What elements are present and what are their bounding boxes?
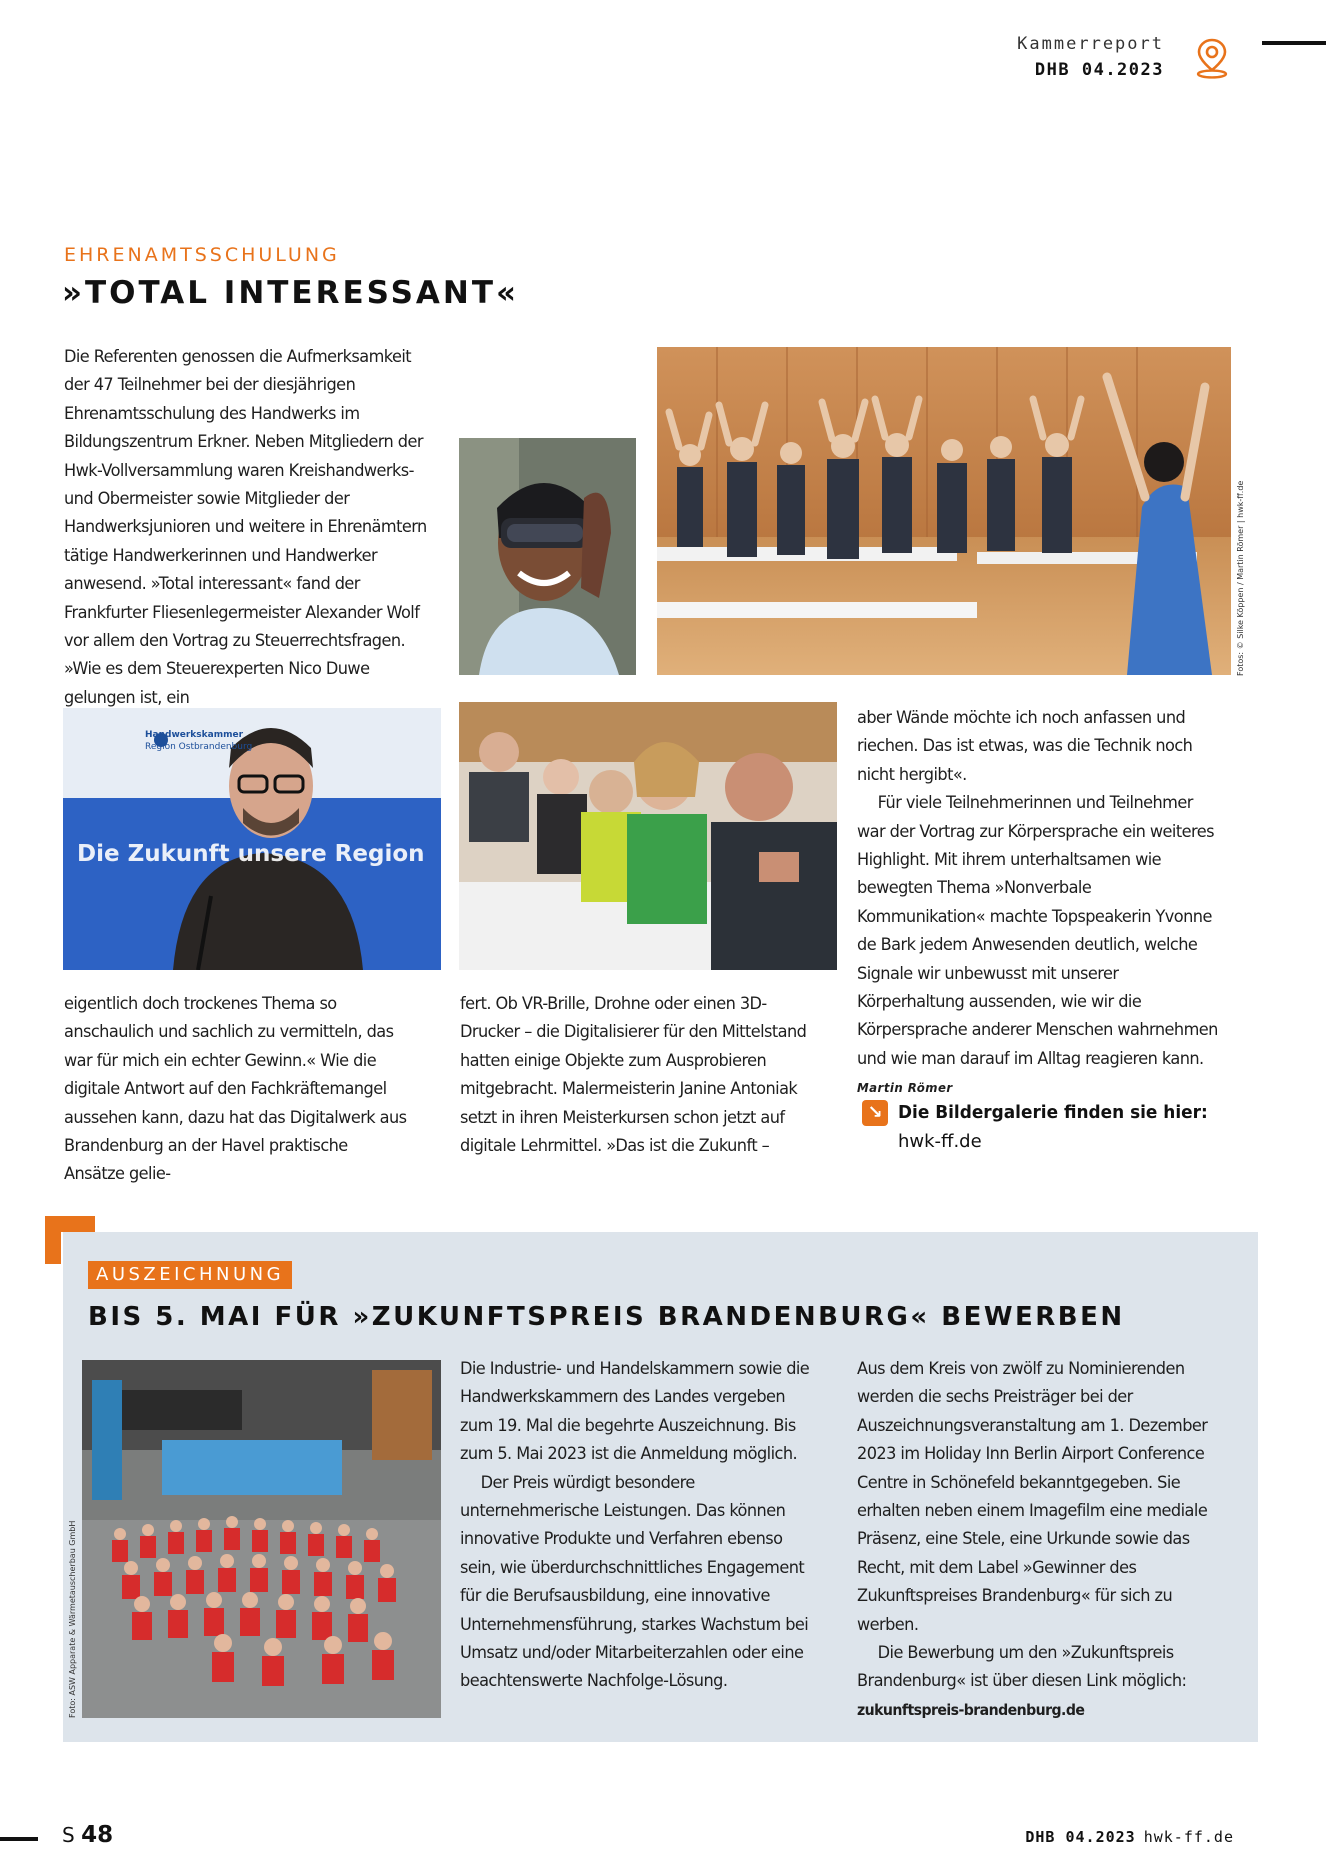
- paragraph: Die Referenten genossen die Aufmerksamkeit der 47 Teilnehmer bei der diesjährigen Ehrenamtsschulung des Handwerks im Bildungszentrum Erkner. Neben Mitgliedern der Hwk-Vollversammlung waren Kreishandwerks- und Obermeister sowie Mitglieder der Handwerksjunioren und weitere in Ehrenämtern tätige Handwerkerinnen und Handwerker anwesend. »Total interessant« fand der Frankfurter Fliesenlegermeister Alexander Wolf vor allem den Vortrag zu Steuerrechtsfragen. »Wie es dem Steuerexperten Nico Duwe gelungen ist, ein: [64, 347, 427, 708]
- header-rule: [1262, 41, 1326, 45]
- conference-room-photo: [657, 347, 1231, 675]
- article2-kicker: AUSZEICHNUNG: [88, 1261, 292, 1289]
- paragraph: fert. Ob VR-Brille, Drohne oder einen 3D-Drucker – die Digitalisierer für den Mittelstand hatten einige Objekte zum Ausprobieren mitgebracht. Malermeisterin Janine Antoniak setzt in ihren Meisterkursen schon jetzt auf digitale Lehrmittel. »Das ist die Zukunft –: [460, 994, 807, 1157]
- article2-col2: [460, 1355, 817, 1696]
- banner-region: Region Ostbrandenburg: [145, 742, 253, 752]
- byline: Martin Römer: [857, 1080, 953, 1096]
- banner-org: Handwerkskammer: [145, 730, 244, 740]
- article1-col2-bottom: [460, 990, 813, 1160]
- vr-headset-photo: [459, 438, 636, 675]
- footer-url[interactable]: hwk-ff.de: [1143, 1828, 1234, 1846]
- corner-accent: [45, 1216, 61, 1264]
- article2-link[interactable]: zukunftspreis-brandenburg.de: [857, 1700, 1085, 1719]
- header-section-label: Kammerreport: [1017, 34, 1164, 54]
- paragraph: aber Wände möchte ich noch anfassen und riechen. Das ist etwas, was die Technik noch nicht hergibt«.: [857, 708, 1193, 785]
- paragraph: Der Preis würdigt besondere unternehmerische Leistungen. Das können innovative Produkte und Verfahren ebenso sein, wie überdurchschnittliches Engagement für die Berufsausbildung, eine innovative Unternehmensführung, starkes Wachstum bei Umsatz und/oder Mitarbeiterzahlen oder eine beachtenswerte Nachfolge-Lösung.: [460, 1472, 809, 1692]
- article1-title: »TOTAL INTERESSANT«: [62, 275, 520, 311]
- paragraph: eigentlich doch trockenes Thema so anschaulich und sachlich zu vermitteln, das war für mich ein echter Gewinn.« Wie die digitale Antwort auf den Fachkräftemangel aussehen kann, dazu hat das Digitalwerk aus Brandenburg an der Havel praktische Ansätze gelie-: [64, 994, 407, 1185]
- footer-issue: DHB 04.2023: [1025, 1828, 1136, 1846]
- article1-photo-credit: Fotos: © Silke Köppen / Martin Römer | hwk-ff.de: [1236, 480, 1245, 676]
- footer-page-number: [62, 1822, 113, 1848]
- banner-text: Die Zukunft unsere Region: [77, 841, 425, 867]
- paragraph: Aus dem Kreis von zwölf zu Nominierenden werden die sechs Preisträger bei der Auszeichnungsveranstaltung am 1. Dezember 2023 im Holiday Inn Berlin Airport Conference Centre in Schönefeld bekanntgegeben. Sie erhalten neben einem Imagefilm eine mediale Präsenz, eine Stele, eine Urkunde sowie das Recht, mit dem Label »Gewinner des Zukunftspreises Brandenburg« für sich zu werben.: [857, 1359, 1208, 1635]
- arrow-right-icon: ↘: [862, 1100, 888, 1126]
- paragraph: Die Industrie- und Handelskammern sowie die Handwerkskammern des Landes vergeben zum 19. Mal die begehrte Auszeichnung. Bis zum 5. Mai 2023 ist die Anmeldung möglich.: [460, 1359, 810, 1465]
- gallery-link[interactable]: hwk-ff.de: [898, 1131, 982, 1152]
- article1-col3: [857, 704, 1220, 1103]
- footer-issue-info: [1025, 1828, 1234, 1846]
- audience-photo: [459, 702, 837, 970]
- article2-title: BIS 5. MAI FÜR »ZUKUNFTSPREIS BRANDENBURG« BEWERBEN: [88, 1302, 1125, 1332]
- article1-col1-bottom: [64, 990, 412, 1189]
- gallery-title: Die Bildergalerie finden sie hier:: [898, 1102, 1208, 1123]
- speaker-photo: [63, 708, 441, 970]
- header-issue-label: DHB 04.2023: [1034, 60, 1164, 80]
- article2-col3: [857, 1355, 1220, 1724]
- paragraph: Für viele Teilnehmerinnen und Teilnehmer war der Vortrag zur Körpersprache ein weiteres Highlight. Mit ihrem unterhaltsamen wie bewegten Thema »Nonverbale Kommunikation« machte Topspeakerin Yvonne de Bark jedem Anwesenden deutlich, welche Signale wir unbewusst mit unserer Körperhaltung aussenden, wie wir die Körpersprache anderer Menschen wahrnehmen und wie man darauf im Alltag reagieren kann.: [857, 793, 1218, 1069]
- article1-col1-top: [64, 343, 438, 712]
- footer-page-value: 48: [81, 1822, 114, 1848]
- footer-rule: [0, 1837, 38, 1841]
- footer-page-prefix: S: [62, 1823, 75, 1847]
- paragraph: Die Bewerbung um den »Zukunftspreis Brandenburg« ist über diesen Link möglich:: [857, 1643, 1187, 1692]
- group-photo: [82, 1360, 441, 1718]
- article2-photo-credit: Foto: ASW Apparate & Wärmetauscherbau GmbH: [68, 1520, 77, 1718]
- article1-kicker: EHRENAMTSSCHULUNG: [64, 244, 340, 266]
- location-pin-icon: [1192, 36, 1232, 80]
